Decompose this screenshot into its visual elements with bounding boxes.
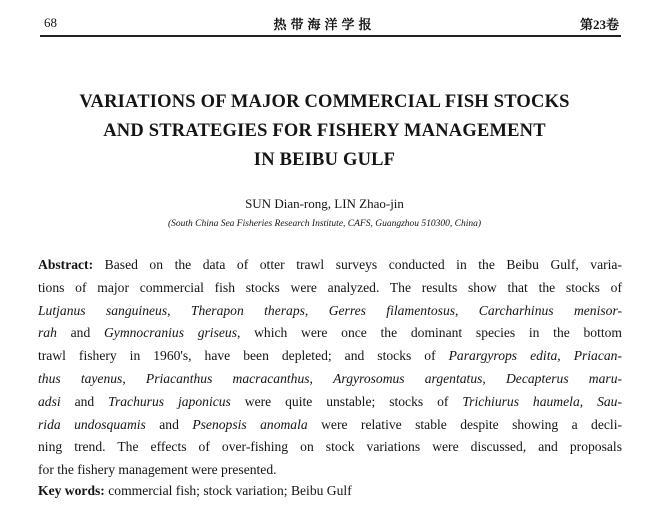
- page-header: [0, 0, 649, 40]
- abstract-label: Abstract:: [38, 257, 94, 272]
- abstract-line: tions of major commercial fish stocks were analyzed. The results show that the stocks of: [38, 279, 622, 295]
- abstract-line: adsi and Trachurus japonicus were quite unstable; stocks of Trichiurus haumela, Sau-: [38, 393, 622, 409]
- authors: SUN Dian-rong, LIN Zhao-jin: [245, 196, 404, 211]
- abstract-line: Lutjanus sanguineus, Therapon theraps, Gerres filamentosus, Carcharhinus menisor-: [38, 302, 622, 318]
- abstract-line: rida undosquamis and Psenopsis anomala were relative stable despite showing a decli-: [38, 416, 623, 432]
- abstract-line: ning trend. The effects of over-fishing on stock variations were discussed, and proposals: [38, 439, 622, 455]
- paper-title: [20, 88, 629, 175]
- keywords-label: Key words:: [38, 483, 105, 498]
- abstract-line: trawl fishery in 1960's, have been depleted; and stocks of Parargyrops edita, Priacan-: [38, 348, 623, 364]
- abstract: [38, 254, 622, 482]
- affiliation: (South China Sea Fisheries Research Institute, CAFS, Guangzhou 510300, China): [167, 219, 482, 229]
- abstract-line: for the fishery management were presented.: [38, 462, 277, 478]
- title-line: IN BEIBU GULF: [253, 150, 396, 170]
- volume-label: 第23卷: [579, 17, 619, 32]
- header-rule: [40, 35, 621, 37]
- keywords-text: commercial fish; stock variation; Beibu Gulf: [108, 483, 352, 498]
- abstract-line: rah and Gymnocranius griseus, which were once the dominant species in the bottom: [38, 325, 622, 341]
- abstract-line: Abstract: Based on the data of otter trawl surveys conducted in the Beibu Gulf, varia-: [38, 257, 622, 272]
- keywords: [38, 483, 352, 499]
- abstract-line: thus tayenus, Priacanthus macracanthus, Argyrosomus argentatus, Decapterus maru-: [38, 370, 623, 386]
- title-line: VARIATIONS OF MAJOR COMMERCIAL FISH STOCKS: [79, 92, 570, 112]
- journal-name: 热带海洋学报: [273, 17, 376, 32]
- page-number: 68: [44, 15, 57, 30]
- title-line: AND STRATEGIES FOR FISHERY MANAGEMENT: [103, 121, 546, 141]
